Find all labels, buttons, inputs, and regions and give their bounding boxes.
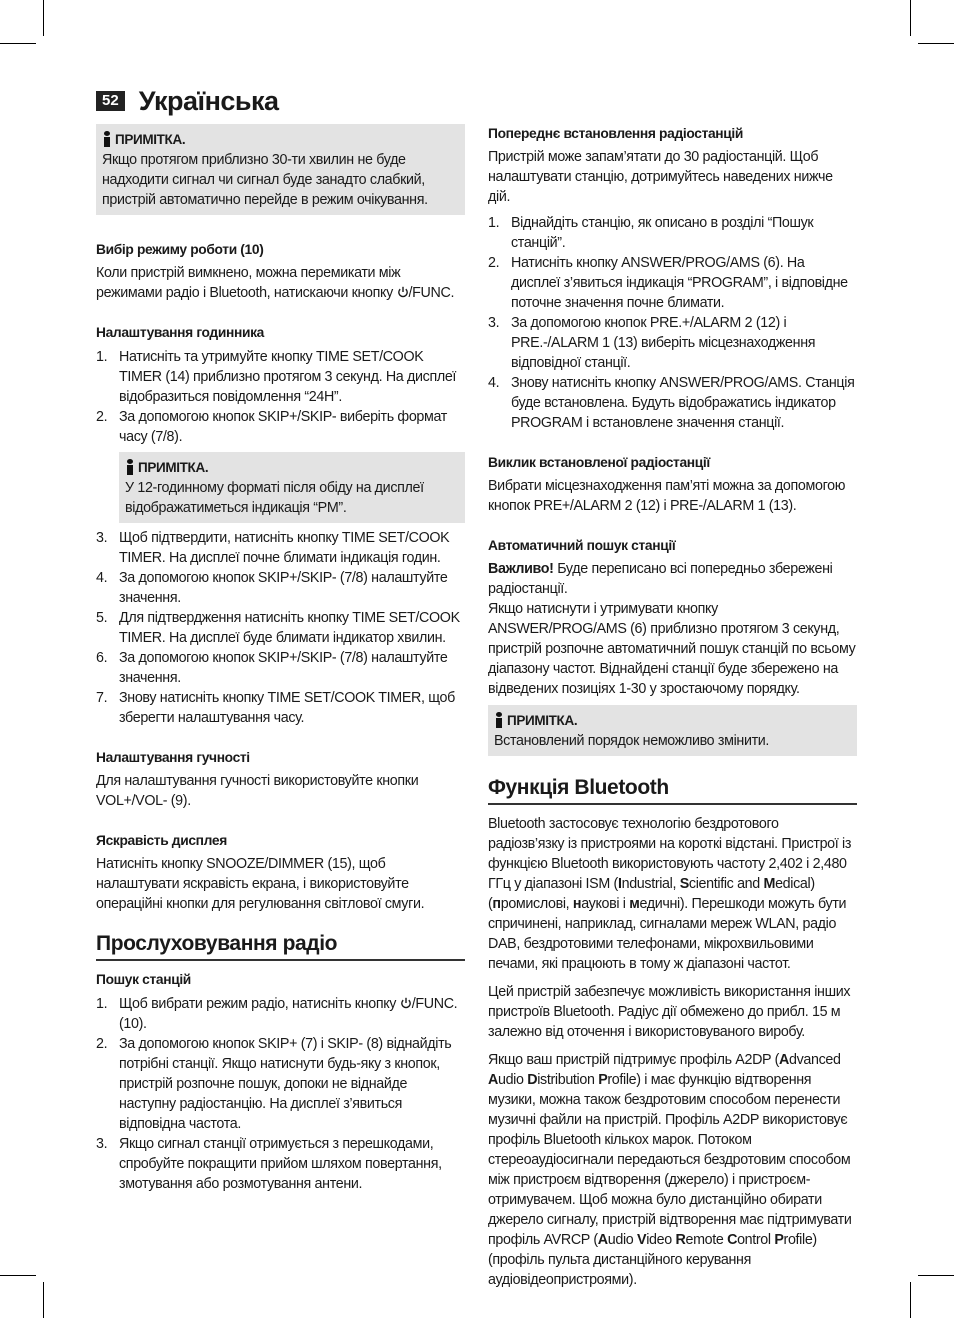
right-column xyxy=(488,124,857,1298)
paragraph: Якщо ваш пристрій підтримує профіль A2DP (Advanced Audio Distribution Profile) і має функцію відтворення музики, можна також бездротовим способом перенести музичні файли на пристрій. Профіль A2DP використовує профіль Bluetooth кількох марок. Потоком стереоаудіосигнали передаються бездротовим способом між пристроєм відтворення (джерело) і пристроєм-отримувачем. Щоб можна було дистанційно обирати джерело сигналу, пристрій відтворення має підтримувати профіль AVRCP (Audio Video Remote Control Profile) (профіль пульта дистанційного керування аудіовідеопристроями). xyxy=(488,1052,852,1288)
crop-mark xyxy=(43,1282,44,1318)
list-text: За допомогою кнопок SKIP+/SKIP- (7/8) налаштуйте значення. xyxy=(119,570,448,606)
section-heading: Вибір режиму роботи (10) xyxy=(96,242,264,257)
list-item xyxy=(96,568,465,608)
list-number: 4. xyxy=(96,570,108,586)
paragraph: Вибрати місцезнаходження пам’яті можна за допомогою кнопок PRE+/ALARM 2 (12) і PRE-/ALARM 1 (13). xyxy=(488,478,846,514)
note-text: Якщо протягом приблизно 30-ти хвилин не буде надходити сигнал чи сигнал буде занадто слабкий, пристрій автоматично перейде в режим очікування. xyxy=(102,152,428,208)
section-heading: Попереднє встановлення радіостанцій xyxy=(488,126,744,141)
section-heading: Налаштування гучності xyxy=(96,750,250,765)
list-number: 2. xyxy=(96,409,108,425)
list-text: Якщо сигнал станції отримується з перешкодами, спробуйте покращити прийом шляхом повертання, змотування або розмотування антени. xyxy=(119,1136,442,1192)
page-title: Українська xyxy=(138,85,279,116)
list-number: 3. xyxy=(96,530,108,546)
paragraph: Пристрій може запам’ятати до 30 радіостанцій. Щоб налаштувати станцію, дотримуйтесь наведених нижче дій. xyxy=(488,149,833,205)
section-title: Прослуховування радіо xyxy=(96,934,465,961)
list-item xyxy=(96,407,465,447)
list-text: За допомогою кнопок SKIP+ (7) і SKIP- (8) віднайдіть потрібні станції. Якщо натиснути будь-яку з кнопок, пристрій розпочне пошук, допоки не віднайде наступну радіостанцію. На дисплеї з’явиться відповідна частота. xyxy=(119,1036,452,1132)
crop-mark xyxy=(918,1275,954,1276)
list-text: За допомогою кнопок SKIP+/SKIP- виберіть формат часу (7/8). xyxy=(119,409,447,445)
paragraph: Цей пристрій забезпечує можливість використання інших пристроїв Bluetooth. Радіус дії обмежено до прибл. 15 м залежно від оточення і використовуваного виробу. xyxy=(488,984,851,1040)
list-item xyxy=(96,688,465,728)
note-text: У 12-годинному форматі після обіду на дисплеї відображатиметься індикація “PM”. xyxy=(125,480,424,516)
list-text: Для підтвердження натисніть кнопку TIME SET/COOK TIMER. На дисплеї буде блимати індикатор хвилин. xyxy=(119,610,460,646)
info-icon xyxy=(494,712,503,728)
page-header xyxy=(96,84,279,118)
radio-steps xyxy=(96,994,465,1034)
crop-mark xyxy=(918,43,954,44)
list-number: 5. xyxy=(96,610,108,626)
preset-steps xyxy=(488,213,857,433)
list-item: 1. Щоб вибрати режим радіо, натисніть кнопку /FUNC. (10). xyxy=(96,996,458,1032)
clock-steps xyxy=(96,347,465,447)
power-icon xyxy=(400,997,412,1009)
list-number: 6. xyxy=(96,650,108,666)
power-icon xyxy=(397,286,409,298)
page-number: 52 xyxy=(96,91,125,111)
radio-steps xyxy=(96,1034,465,1194)
note-title: ПРИМІТКА. xyxy=(115,132,186,147)
list-item xyxy=(96,1134,465,1194)
paragraph: Для налаштування гучності використовуйте кнопки VOL+/VOL- (9). xyxy=(96,773,419,809)
paragraph: Якщо натиснути і утримувати кнопку ANSWER/PROG/AMS (6) приблизно протягом 3 секунд, пристрій розпочне автоматичний пошук станцій по всьому діапазону частот. Віднайдені станції буде збережено на відведених позиціях 1-30 у зростаючому порядку. xyxy=(488,601,856,697)
list-text: Віднайдіть станцію, як описано в розділі “Пошук станцій”. xyxy=(511,215,814,251)
list-number: 7. xyxy=(96,690,108,706)
list-number: 1. xyxy=(488,215,500,231)
info-icon xyxy=(125,459,134,475)
crop-mark xyxy=(0,1275,36,1276)
list-number: 3. xyxy=(488,315,500,331)
section-heading: Пошук станцій xyxy=(96,972,191,987)
list-item xyxy=(96,608,465,648)
note-title: ПРИМІТКА. xyxy=(138,460,209,475)
note-text: Встановлений порядок неможливо змінити. xyxy=(494,733,770,749)
list-text: Знову натисніть кнопку ANSWER/PROG/AMS. Станція буде встановлена. Будуть відображатись індикатор PROGRAM і встановлене значення станції. xyxy=(511,375,855,431)
note-box xyxy=(488,705,857,756)
paragraph: Важливо! Буде переписано всі попередньо збережені радіостанції. xyxy=(488,561,833,597)
list-number: 4. xyxy=(488,375,500,391)
note-box xyxy=(96,124,465,215)
crop-mark xyxy=(910,0,911,36)
list-text: Щоб підтвердити, натисніть кнопку TIME SET/COOK TIMER. На дисплеї почне блимати індикація годин. xyxy=(119,530,450,566)
list-text: Натисніть та утримуйте кнопку TIME SET/COOK TIMER (14) приблизно протягом 3 секунд. На дисплеї відобразиться повідомлення “24H”. xyxy=(119,349,457,405)
list-item xyxy=(96,347,465,407)
paragraph: Bluetooth застосовує технологію бездротового радіозв’язку із пристроями на короткі відстані. Пристрої із функцією Bluetooth використовують частоту 2,402 і 2,480 ГГц у діапазоні ISM (Industrial, Scientific and Medical) (промислові, наукові і медичні). Перешкоди можуть бути спричинені, наприклад, сигналами мереж WLAN, радіо DAB, бездротовими телефонами, мікрохвильовими печами, які працюють в тому ж діапазоні частот. xyxy=(488,816,852,972)
list-item xyxy=(488,373,857,433)
crop-mark xyxy=(910,1282,911,1318)
list-item xyxy=(488,253,857,313)
list-number: 2. xyxy=(96,1036,108,1052)
section-heading: Автоматичний пошук станції xyxy=(488,538,676,553)
list-text: За допомогою кнопок PRE.+/ALARM 2 (12) і PRE.-/ALARM 1 (13) виберіть місцезнаходження відповідної станції. xyxy=(511,315,816,371)
list-text: Натисніть кнопку ANSWER/PROG/AMS (6). На дисплеї з’явиться індикація “PROGRAM”, і відповідне поточне значення почне блимати. xyxy=(511,255,848,311)
list-item xyxy=(96,528,465,568)
list-item xyxy=(96,1034,465,1134)
section-heading: Виклик встановленої радіостанції xyxy=(488,455,710,470)
left-column xyxy=(96,124,465,1194)
list-item xyxy=(488,213,857,253)
paragraph: Натисніть кнопку SNOOZE/DIMMER (15), щоб налаштувати яскравість екрана, і використовуйте операційні кнопки для регулювання світлової смуги. xyxy=(96,856,425,912)
list-item xyxy=(488,313,857,373)
section-heading: Налаштування годинника xyxy=(96,325,264,340)
clock-steps xyxy=(96,528,465,728)
list-number: 1. xyxy=(96,349,108,365)
section-title: Функція Bluetooth xyxy=(488,778,857,805)
note-box xyxy=(119,452,465,523)
list-number: 3. xyxy=(96,1136,108,1152)
list-text: За допомогою кнопок SKIP+/SKIP- (7/8) налаштуйте значення. xyxy=(119,650,448,686)
list-number: 2. xyxy=(488,255,500,271)
info-icon xyxy=(102,131,111,147)
crop-mark xyxy=(43,0,44,36)
note-title: ПРИМІТКА. xyxy=(507,713,578,728)
crop-mark xyxy=(0,43,36,44)
list-item xyxy=(96,648,465,688)
list-text: Знову натисніть кнопку TIME SET/COOK TIMER, щоб зберегти налаштування часу. xyxy=(119,690,455,726)
section-heading: Яскравість дисплея xyxy=(96,833,227,848)
paragraph: Коли пристрій вимкнено, можна перемикати між режимами радіо і Bluetooth, натискаючи кнопку /FUNC. xyxy=(96,265,455,301)
